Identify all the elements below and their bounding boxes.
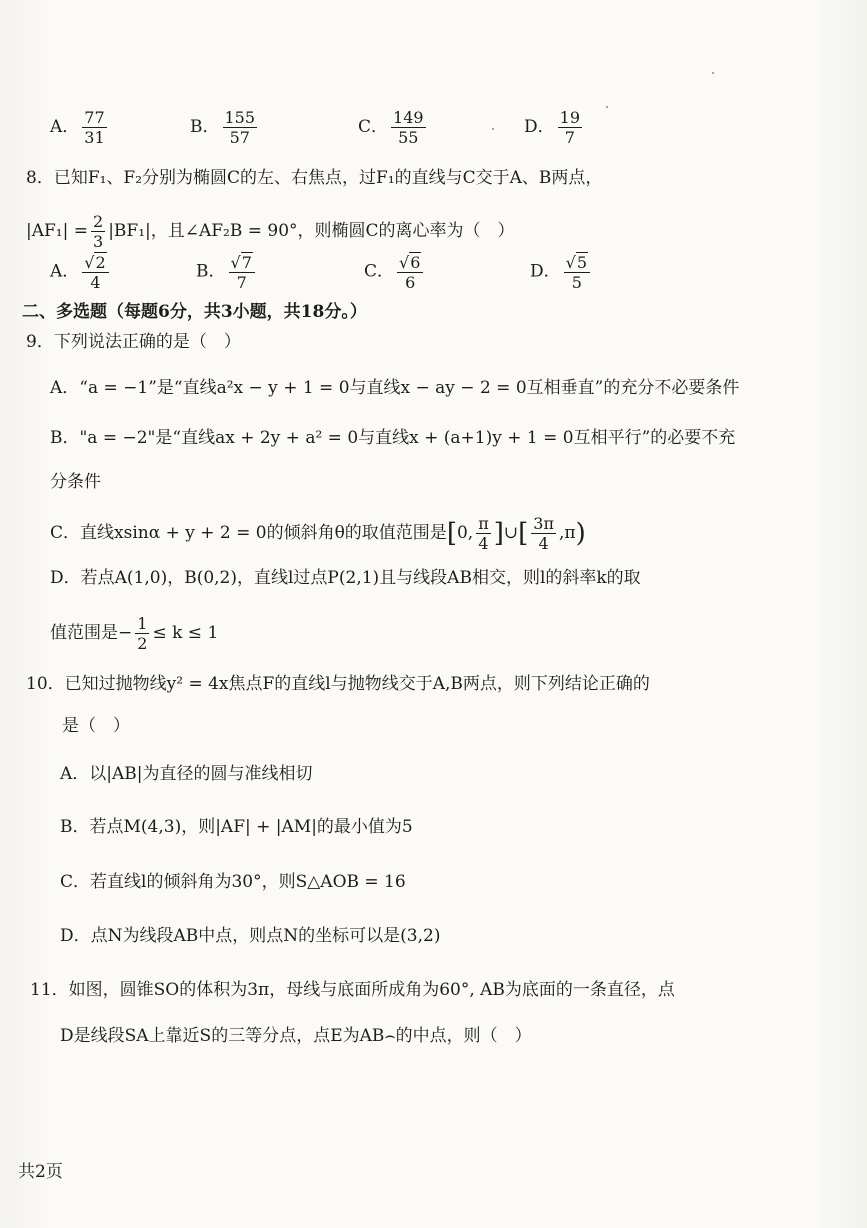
fraction xyxy=(397,252,423,292)
q10-stem-line1: 10．已知过抛物线y² = 4x焦点F的直线l与抛物线交于A,B两点，则下列结论正确的 xyxy=(26,674,650,694)
scan-speck xyxy=(606,106,608,108)
bracket: ) xyxy=(575,518,586,549)
numerator xyxy=(229,252,255,273)
text: ,π xyxy=(558,523,576,543)
scan-speck xyxy=(492,128,494,130)
numerator xyxy=(82,252,108,273)
q8-stem-line2 xyxy=(26,212,515,251)
option-letter: D． xyxy=(530,261,561,282)
q7-option-c xyxy=(358,108,429,147)
page-footer: 共2页 xyxy=(18,1162,63,1182)
q10-option-b: B．若点M(4,3)，则|AF| + |AM|的最小值为5 xyxy=(60,817,413,837)
denominator: 7 xyxy=(564,128,575,147)
denominator: 4 xyxy=(538,534,549,553)
denominator: 6 xyxy=(405,273,416,292)
q8-option-a xyxy=(50,252,112,292)
q9-option-b-line1: B．"a = −2"是“直线ax + 2y + a² = 0与直线x + (a+1)y + 1 = 0互相平行”的必要不充 xyxy=(50,428,736,448)
text: 0, xyxy=(456,523,474,543)
option-letter: C． xyxy=(358,117,389,137)
q11-stem-line1: 11．如图，圆锥SO的体积为3π，母线与底面所成角为60°, AB为底面的一条直径，点 xyxy=(30,980,675,1000)
q7-option-b xyxy=(190,108,260,147)
radicand: 6 xyxy=(410,253,421,272)
bracket: ] xyxy=(493,518,504,549)
denominator: 4 xyxy=(90,273,101,292)
text: ∪ xyxy=(503,523,519,543)
numerator: 1 xyxy=(137,614,148,633)
sqrt-symbol: √5 xyxy=(565,253,588,272)
numerator: 155 xyxy=(224,108,256,127)
text: |BF₁|，且∠AF₂B = 90°，则椭圆C的离心率为（ ） xyxy=(108,221,515,241)
q8-option-b xyxy=(196,252,258,292)
denominator: 7 xyxy=(236,273,247,292)
q10-option-c: C．若直线l的倾斜角为30°，则S△AOB = 16 xyxy=(60,872,406,892)
q8-option-d xyxy=(530,252,593,292)
option-letter: A． xyxy=(50,261,80,282)
q9-option-c xyxy=(50,514,586,553)
q9-option-d-line2 xyxy=(50,614,218,653)
q10-stem-line2: 是（ ） xyxy=(62,716,130,736)
radicand: 2 xyxy=(95,253,106,272)
radicand: 5 xyxy=(576,253,588,272)
q8-stem-line1: 8．已知F₁、F₂分别为椭圆C的左、右焦点，过F₁的直线与C交于A、B两点， xyxy=(26,168,603,188)
scan-speck xyxy=(712,72,714,74)
q10-option-a: A．以|AB|为直径的圆与准线相切 xyxy=(60,764,313,784)
denominator: 5 xyxy=(571,273,582,292)
option-letter: B． xyxy=(190,117,220,137)
q7-option-a xyxy=(50,108,110,147)
q8-option-c xyxy=(364,252,426,292)
q10-option-d: D．点N为线段AB中点，则点N的坐标可以是(3,2) xyxy=(60,926,441,946)
denominator: 57 xyxy=(229,128,250,147)
section-heading: 二、多选题（每题6分，共3小题，共18分。） xyxy=(22,302,367,322)
radicand: 7 xyxy=(241,253,252,272)
fraction xyxy=(531,514,556,553)
numerator: 3π xyxy=(533,514,554,533)
numerator xyxy=(564,252,590,273)
denominator: 2 xyxy=(137,634,148,653)
option-letter: C． xyxy=(364,261,395,282)
text: C．直线xsinα + y + 2 = 0的倾斜角θ的取值范围是 xyxy=(50,523,447,543)
fraction xyxy=(476,514,491,553)
numerator: 2 xyxy=(93,212,104,231)
text: |AF₁| = xyxy=(26,221,88,241)
fraction xyxy=(82,108,106,147)
q9-stem: 9．下列说法正确的是（ ） xyxy=(26,332,241,352)
numerator: 19 xyxy=(559,108,580,127)
sqrt-symbol: √6 xyxy=(399,253,421,272)
q7-option-d xyxy=(524,108,585,147)
fraction xyxy=(82,252,108,292)
option-letter: A． xyxy=(50,117,80,137)
fraction xyxy=(564,252,590,292)
fraction xyxy=(391,108,426,147)
q11-stem-line2: D是线段SA上靠近S的三等分点，点E为AB⌢的中点，则（ ） xyxy=(60,1026,532,1046)
numerator: 77 xyxy=(84,108,105,127)
sqrt-symbol: √7 xyxy=(230,253,252,272)
text: ≤ k ≤ 1 xyxy=(152,623,219,643)
option-letter: D． xyxy=(524,117,555,137)
sqrt-symbol: √2 xyxy=(84,253,106,272)
q9-option-a: A．“a = −1”是“直线a²x − y + 1 = 0与直线x − ay − 2 = 0互相垂直”的充分不必要条件 xyxy=(50,378,740,398)
fraction xyxy=(229,252,255,292)
text: 值范围是− xyxy=(50,623,133,643)
numerator xyxy=(397,252,423,273)
option-letter: B． xyxy=(196,261,226,282)
numerator: π xyxy=(478,514,489,533)
q9-option-d-line1: D．若点A(1,0)，B(0,2)，直线l过点P(2,1)且与线段AB相交，则l的斜率k的取 xyxy=(50,568,641,588)
fraction xyxy=(135,614,149,653)
denominator: 55 xyxy=(398,128,419,147)
fraction xyxy=(223,108,258,147)
fraction xyxy=(558,108,582,147)
bracket: [ xyxy=(518,518,529,549)
denominator: 31 xyxy=(84,128,105,147)
bracket: [ xyxy=(446,518,457,549)
denominator: 4 xyxy=(478,534,489,553)
denominator: 3 xyxy=(93,232,104,251)
numerator: 149 xyxy=(393,108,424,127)
fraction xyxy=(91,212,105,251)
q9-option-b-line2: 分条件 xyxy=(50,472,101,492)
